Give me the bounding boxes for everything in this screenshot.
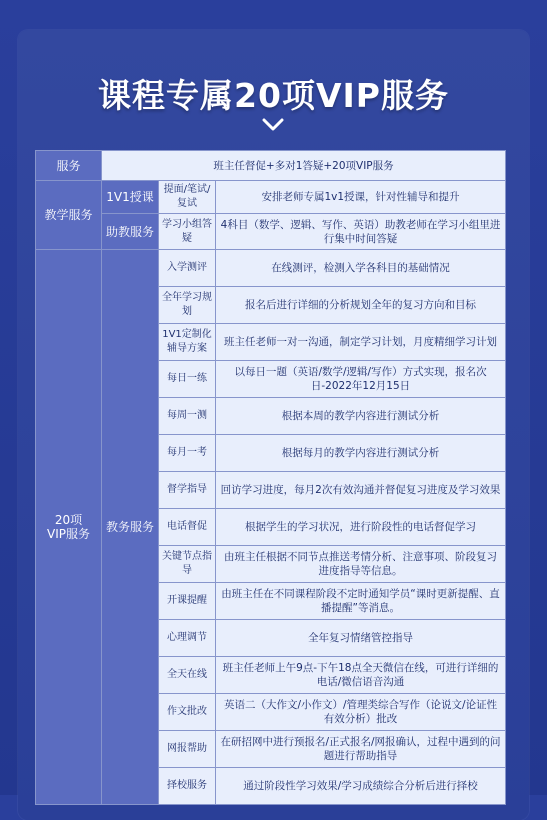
item-cell: 每周一测 bbox=[159, 398, 216, 435]
group-teaching: 教学服务 bbox=[36, 181, 102, 250]
table-row bbox=[36, 181, 506, 214]
desc-cell: 4科目（数学、逻辑、写作、英语）助教老师在学习小组里进行集中时间答疑 bbox=[216, 214, 506, 250]
desc-cell: 报名后进行详细的分析规划全年的复习方向和目标 bbox=[216, 287, 506, 324]
desc-cell: 在研招网中进行预报名/正式报名/网报确认，过程中遇到的问题进行帮助指导 bbox=[216, 731, 506, 768]
header-label: 服务 bbox=[36, 151, 102, 181]
desc-cell: 根据学生的学习状况，进行阶段性的电话督促学习 bbox=[216, 509, 506, 546]
table-row bbox=[36, 250, 506, 287]
item-cell: 全天在线 bbox=[159, 657, 216, 694]
page-title: 课程专属20项VIP服务 bbox=[98, 76, 449, 115]
desc-cell: 回访学习进度，每月2次有效沟通并督促复习进度及学习效果 bbox=[216, 472, 506, 509]
item-cell: 作文批改 bbox=[159, 694, 216, 731]
item-cell: 入学测评 bbox=[159, 250, 216, 287]
item-cell: 开课提醒 bbox=[159, 583, 216, 620]
desc-cell: 以每日一题（英语/数学/逻辑/写作）方式实现，报名次日-2022年12月15日 bbox=[216, 361, 506, 398]
item-cell: 全年学习规划 bbox=[159, 287, 216, 324]
desc-cell: 在线测评，检测入学各科目的基础情况 bbox=[216, 250, 506, 287]
desc-cell: 由班主任根据不同节点推送考情分析、注意事项、阶段复习进度指导等信息。 bbox=[216, 546, 506, 583]
item-cell: 每日一练 bbox=[159, 361, 216, 398]
desc-cell: 全年复习情绪管控指导 bbox=[216, 620, 506, 657]
item-cell: 关键节点指导 bbox=[159, 546, 216, 583]
category-cell: 助教服务 bbox=[102, 214, 159, 250]
desc-cell: 由班主任在不同课程阶段不定时通知学员“课时更新提醒、直播提醒”等消息。 bbox=[216, 583, 506, 620]
table-row bbox=[36, 214, 506, 250]
category-affairs: 教务服务 bbox=[102, 250, 159, 805]
desc-cell: 根据每月的教学内容进行测试分析 bbox=[216, 435, 506, 472]
item-cell: 督学指导 bbox=[159, 472, 216, 509]
table-header-row bbox=[36, 151, 506, 181]
item-cell: 1V1定制化辅导方案 bbox=[159, 324, 216, 361]
item-cell: 学习小组答疑 bbox=[159, 214, 216, 250]
item-cell: 择校服务 bbox=[159, 768, 216, 805]
desc-cell: 通过阶段性学习效果/学习成绩综合分析后进行择校 bbox=[216, 768, 506, 805]
group-vip: 20项 VIP服务 bbox=[36, 250, 102, 805]
chevron-down-icon bbox=[262, 118, 284, 132]
desc-cell: 安排老师专属1v1授课，针对性辅导和提升 bbox=[216, 181, 506, 214]
category-cell: 1V1授课 bbox=[102, 181, 159, 214]
desc-cell: 根据本周的教学内容进行测试分析 bbox=[216, 398, 506, 435]
desc-cell: 英语二（大作文/小作文）/管理类综合写作（论说文/论证性有效分析）批改 bbox=[216, 694, 506, 731]
desc-cell: 班主任老师一对一沟通，制定学习计划，月度精细学习计划 bbox=[216, 324, 506, 361]
item-cell: 每月一考 bbox=[159, 435, 216, 472]
service-table bbox=[35, 150, 506, 805]
desc-cell: 班主任老师上午9点-下午18点全天微信在线，可进行详细的电话/微信语音沟通 bbox=[216, 657, 506, 694]
item-cell: 网报帮助 bbox=[159, 731, 216, 768]
item-cell: 心理调节 bbox=[159, 620, 216, 657]
item-cell: 电话督促 bbox=[159, 509, 216, 546]
item-cell: 提面/笔试/复试 bbox=[159, 181, 216, 214]
header-value: 班主任督促+多对1答疑+20项VIP服务 bbox=[102, 151, 506, 181]
